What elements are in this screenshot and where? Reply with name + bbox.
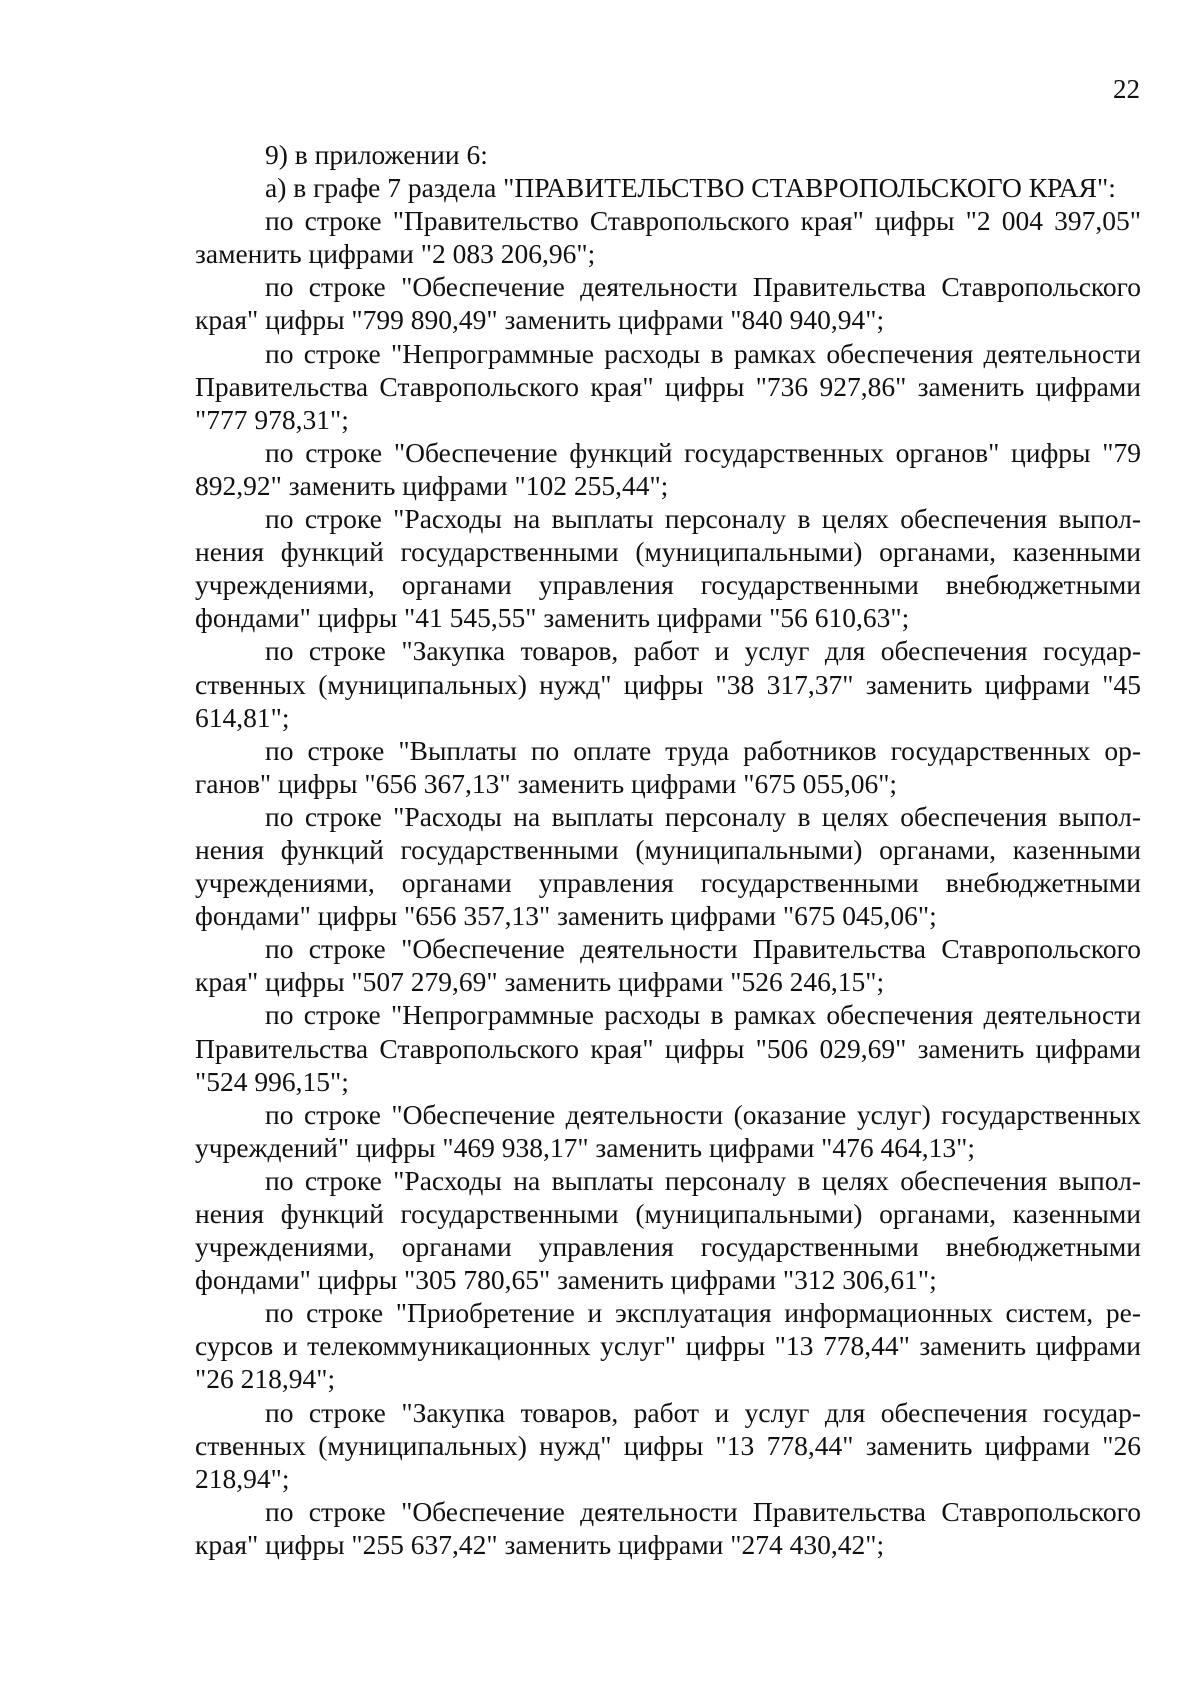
amendment-paragraph: по строке "Обеспечение деятельности Правительства Ставропольского края" цифры "255 637,42" заменить цифрами "274 430,42"; <box>195 1495 1141 1560</box>
amendment-paragraph: по строке "Обеспечение функций государственных органов" цифры "79 892,92" заменить цифрами "102 255,44"; <box>195 436 1141 501</box>
amendment-paragraph: по строке "Обеспечение деятельности Правительства Ставропольского края" цифры "799 890,49" заменить цифрами "840 940,94"; <box>195 271 1141 336</box>
amendment-paragraph: по строке "Расходы на выплаты персоналу в целях обеспечения выполнения функций государственными (муниципальными) органами, казенными учреждениями, органами управления государственными внебюджетными фондами" цифры "305 780,65" заменить цифрами "312 306,61"; <box>195 1164 1141 1296</box>
amendment-paragraph: по строке "Непрограммные расходы в рамках обеспечения деятельности Правительства Ставропольского края" цифры "506 029,69" заменить цифрами "524 996,15"; <box>195 999 1141 1097</box>
amendment-paragraph: по строке "Обеспечение деятельности (оказание услуг) государственных учреждений" цифры "469 938,17" заменить цифрами "476 464,13"; <box>195 1098 1141 1163</box>
section-heading: 9) в приложении 6: <box>265 139 488 170</box>
document-body <box>195 138 1141 1561</box>
subsection-heading: а) в графе 7 раздела "ПРАВИТЕЛЬСТВО СТАВРОПОЛЬСКОГО КРАЯ": <box>265 172 1116 204</box>
amendment-paragraph: по строке "Расходы на выплаты персоналу в целях обеспечения выполнения функций государственными (муниципальными) органами, казенными учреждениями, органами управления государственными внебюджетными фондами" цифры "656 357,13" заменить цифрами "675 045,06"; <box>195 800 1141 932</box>
amendment-paragraph: по строке "Правительство Ставропольского края" цифры "2 004 397,05" заменить цифрами "2 083 206,96"; <box>195 205 1141 270</box>
amendment-paragraph: по строке "Закупка товаров, работ и услуг для обеспечения государственных (муниципальных) нужд" цифры "38 317,37" заменить цифрами "45 614,81"; <box>195 635 1141 733</box>
page-number: 22 <box>1113 74 1140 104</box>
amendment-paragraph: по строке "Расходы на выплаты персоналу в целях обеспечения выполнения функций государственными (муниципальными) органами, казенными учреждениями, органами управления государственными внебюджетными фондами" цифры "41 545,55" заменить цифрами "56 610,63"; <box>195 503 1141 634</box>
amendment-paragraph: по строке "Выплаты по оплате труда работников государственных органов" цифры "656 367,13" заменить цифрами "675 055,06"; <box>195 734 1141 799</box>
amendment-paragraph: по строке "Обеспечение деятельности Правительства Ставропольского края" цифры "507 279,69" заменить цифрами "526 246,15"; <box>195 933 1141 998</box>
amendment-paragraph: по строке "Непрограммные расходы в рамках обеспечения деятельности Правительства Ставропольского края" цифры "736 927,86" заменить цифрами "777 978,31"; <box>195 337 1141 435</box>
amendment-paragraph: по строке "Закупка товаров, работ и услуг для обеспечения государственных (муниципальных) нужд" цифры "13 778,44" заменить цифрами "26 218,94"; <box>195 1396 1141 1494</box>
amendment-paragraph: по строке "Приобретение и эксплуатация информационных систем, ресурсов и телекоммуникационных услуг" цифры "13 778,44" заменить цифрами "26 218,94"; <box>195 1297 1141 1395</box>
